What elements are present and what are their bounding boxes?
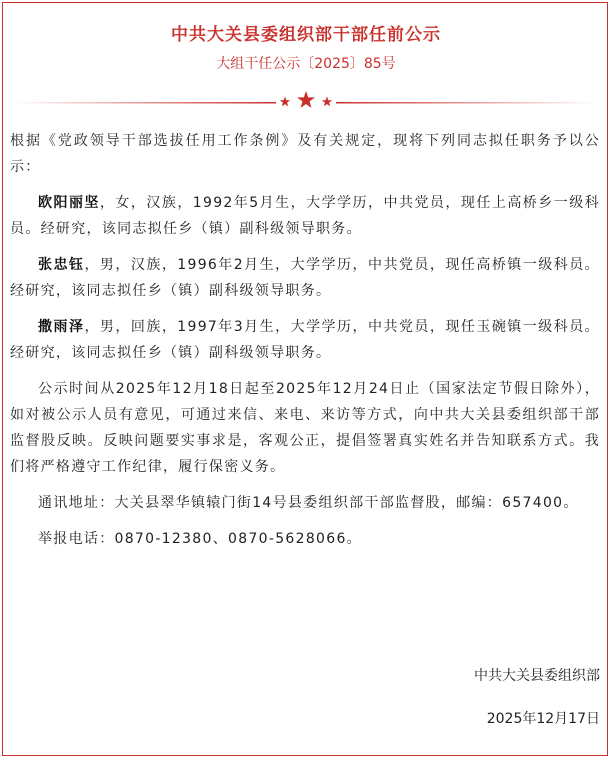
candidate-details: ，男，汉族，1996年2月生，大学学历，中共党员，现任高桥镇一级科员。经研究，该同志拟任乡（镇）副科级领导职务。: [10, 257, 600, 299]
divider-line-left: [14, 102, 276, 104]
candidate-name: 撒雨泽: [38, 319, 85, 335]
report-phone: 举报电话：0870-12380、0870-5628066。: [38, 531, 362, 547]
contact-address: 通讯地址：大关县翠华镇辕门街14号县委组织部干部监督股，邮编：657400。: [38, 495, 579, 511]
document-number: 大组干任公示〔2025〕85号: [216, 56, 396, 72]
candidate-details: ，男，回族，1997年3月生，大学学历，中共党员，现任玉碗镇一级科员。经研究，该同志拟任乡（镇）副科级领导职务。: [10, 319, 600, 361]
notice-body: [10, 128, 600, 552]
divider-line-right: [336, 102, 598, 104]
candidate-name: 欧阳丽坚: [38, 195, 100, 211]
star-icon: [322, 96, 332, 106]
star-icon: [280, 96, 290, 106]
candidate-details: ，女，汉族，1992年5月生，大学学历，中共党员，现任上高桥乡一级科员。经研究，该同志拟任乡（镇）副科级领导职务。: [10, 195, 601, 237]
candidate-name: 张忠钰: [38, 257, 85, 273]
intro-paragraph: 根据《党政领导干部选拔任用工作条例》及有关规定，现将下列同志拟任职务予以公示：: [10, 133, 600, 175]
star-divider: [14, 88, 598, 118]
signature-org: 中共大关县委组织部: [474, 668, 600, 684]
candidate-paragraph: [10, 252, 600, 304]
candidate-paragraph: [10, 314, 600, 366]
notice-paragraph: 公示时间从2025年12月18日起至2025年12月24日止（国家法定节假日除外），如对被公示人员有意见，可通过来信、来电、来访等方式，向中共大关县委组织部干部监督股反映。反映问题要实事求是，客观公正，提倡签署真实姓名并告知联系方式。我们将严格遵守工作纪律，履行保密义务。: [10, 381, 600, 475]
page-title: 中共大关县委组织部干部任前公示: [171, 25, 441, 45]
candidate-paragraph: [10, 190, 600, 242]
star-icon: [297, 91, 315, 108]
signature-date: 2025年12月17日: [486, 711, 600, 727]
